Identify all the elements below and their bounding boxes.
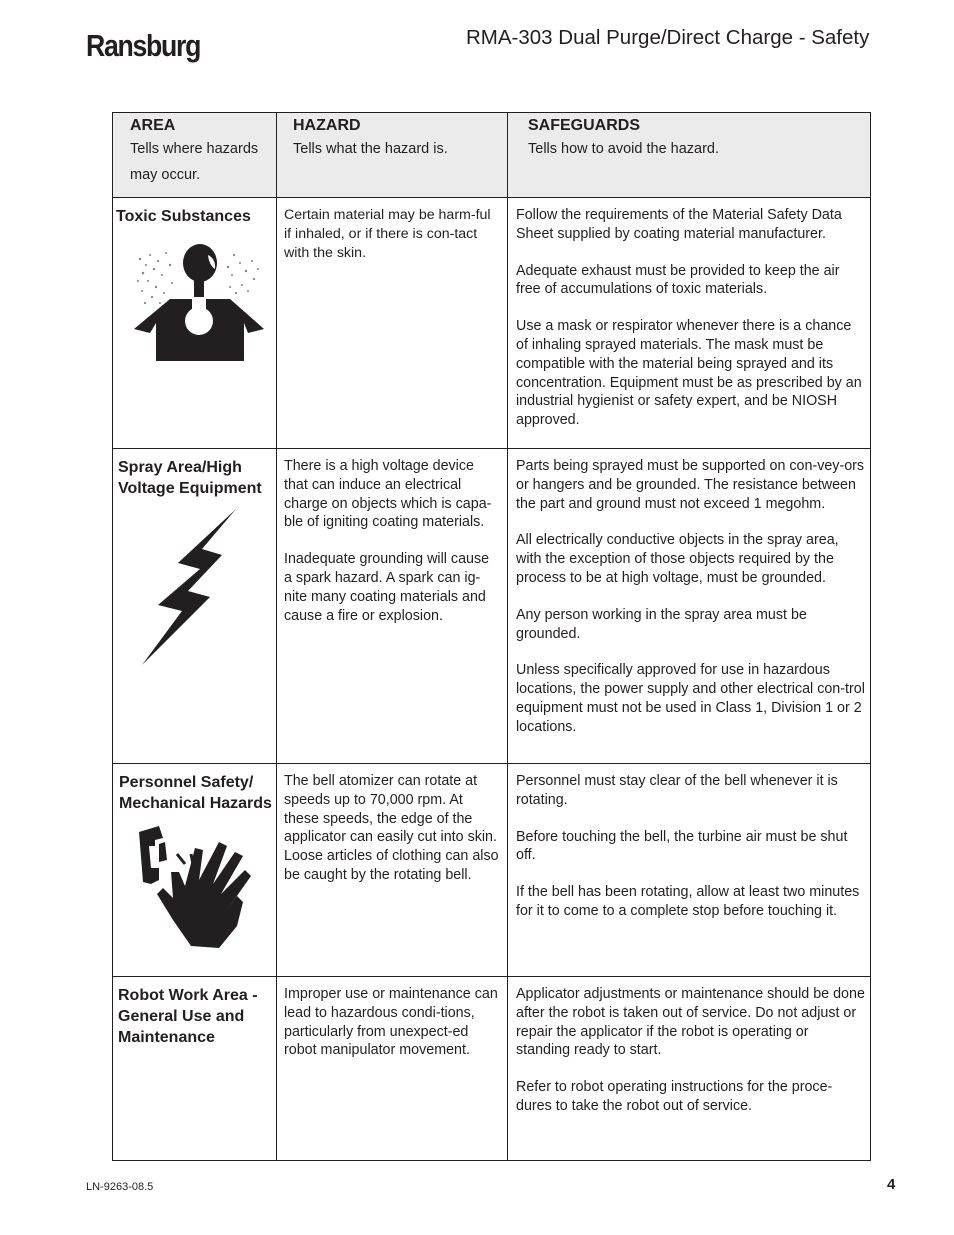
table-row (113, 763, 871, 976)
safeguards-cell (508, 763, 871, 976)
page-number: 4 (887, 1176, 896, 1193)
respirator-hazard-icon (134, 241, 264, 361)
header-area (113, 113, 277, 198)
hazard-cell (277, 198, 508, 449)
document-number: LN-9263-08.5 (86, 1181, 154, 1193)
area-name: Spray Area/High Voltage Equipment (118, 458, 262, 497)
header-hazard (277, 113, 508, 198)
header-hazard-desc: Tells what the hazard is. (293, 141, 448, 157)
hazard-text: Improper use or maintenance can lead to hazardous condi-tions, particularly from unexpect-ed robot manipulator movement. (284, 985, 498, 1059)
hazard-text: Certain material may be harm-ful if inhaled, or if there is con-tact with the skin. (284, 207, 491, 261)
safeguard-text: Applicator adjustments or maintenance should be done after the robot is taken out of service. Do not adjust or repair the applicator if the robot is operating or standing ready to start. (516, 985, 865, 1059)
header-safeguards-desc: Tells how to avoid the hazard. (528, 141, 720, 157)
hazard-text: The bell atomizer can rotate at speeds up to 70,000 rpm. At these speeds, the edge of the applicator can easily cut into skin. Loose articles of clothing can also be caught by the rotating bell. (284, 772, 499, 883)
hazard-cell (277, 763, 508, 976)
table-row (113, 448, 871, 763)
area-name: Toxic Substances (116, 208, 251, 225)
table-header-row (113, 113, 871, 198)
safeguards-cell (508, 976, 871, 1160)
area-name: Robot Work Area - General Use and Maintenance (118, 986, 258, 1046)
safety-table (112, 112, 871, 1161)
safeguard-text: All electrically conductive objects in the spray area, with the exception of those objects required by the process to be at high voltage, must be grounded. (516, 532, 839, 586)
header-hazard-title: HAZARD (293, 117, 361, 134)
hand-cut-hazard-icon (133, 824, 258, 949)
ransburg-logo: Ransburg (86, 28, 201, 63)
safeguards-cell (508, 198, 871, 449)
hazard-text: There is a high voltage device that can induce an electrical charge on objects which is capa-ble of igniting coating materials. (284, 457, 492, 531)
table-row (113, 976, 871, 1160)
table-row (113, 198, 871, 449)
safeguard-text: Before touching the bell, the turbine air must be shut off. (516, 828, 848, 864)
lightning-bolt-icon (138, 507, 238, 667)
header-safeguards-title: SAFEGUARDS (528, 117, 641, 134)
safeguard-text: Adequate exhaust must be provided to keep the air free of accumulations of toxic materials. (516, 262, 840, 298)
hazard-cell (277, 976, 508, 1160)
safeguard-text: Personnel must stay clear of the bell whenever it is rotating. (516, 772, 838, 808)
area-cell (113, 976, 277, 1160)
document-title: RMA-303 Dual Purge/Direct Charge - Safety (466, 26, 870, 49)
area-cell (113, 448, 277, 763)
safeguards-cell (508, 448, 871, 763)
area-cell (113, 198, 277, 449)
safeguard-text: Follow the requirements of the Material Safety Data Sheet supplied by coating material manufacturer. (516, 207, 842, 242)
header-area-desc: Tells where hazards may occur. (130, 141, 259, 183)
safeguard-text: Use a mask or respirator whenever there is a chance of inhaling sprayed materials. The mask must be compatible with the material being sprayed and its concentration. Equipment must be as prescribed by an industrial hygienist or safety expert, and be NIOSH approved. (516, 318, 862, 429)
safeguard-text: Refer to robot operating instructions for the proce-dures to take the robot out of service. (516, 1079, 833, 1114)
area-cell (113, 763, 277, 976)
hazard-cell (277, 448, 508, 763)
safeguard-text: Any person working in the spray area must be grounded. (516, 606, 807, 642)
header-area-title: AREA (130, 117, 176, 134)
area-name: Personnel Safety/ Mechanical Hazards (119, 773, 272, 812)
safeguard-text: Parts being sprayed must be supported on con-vey-ors or hangers and be grounded. The resistance between the part and ground must not exceed 1 megohm. (516, 457, 865, 512)
safeguard-text: Unless specifically approved for use in hazardous locations, the power supply and other electrical con-trol equipment must not be used in Class 1, Division 1 or 2 locations. (516, 662, 865, 735)
hazard-text: Inadequate grounding will cause a spark hazard. A spark can ig-nite many coating materials and cause a fire or explosion. (284, 551, 490, 624)
header-safeguards (508, 113, 871, 198)
safeguard-text: If the bell has been rotating, allow at least two minutes for it to come to a complete stop before touching it. (516, 884, 860, 919)
